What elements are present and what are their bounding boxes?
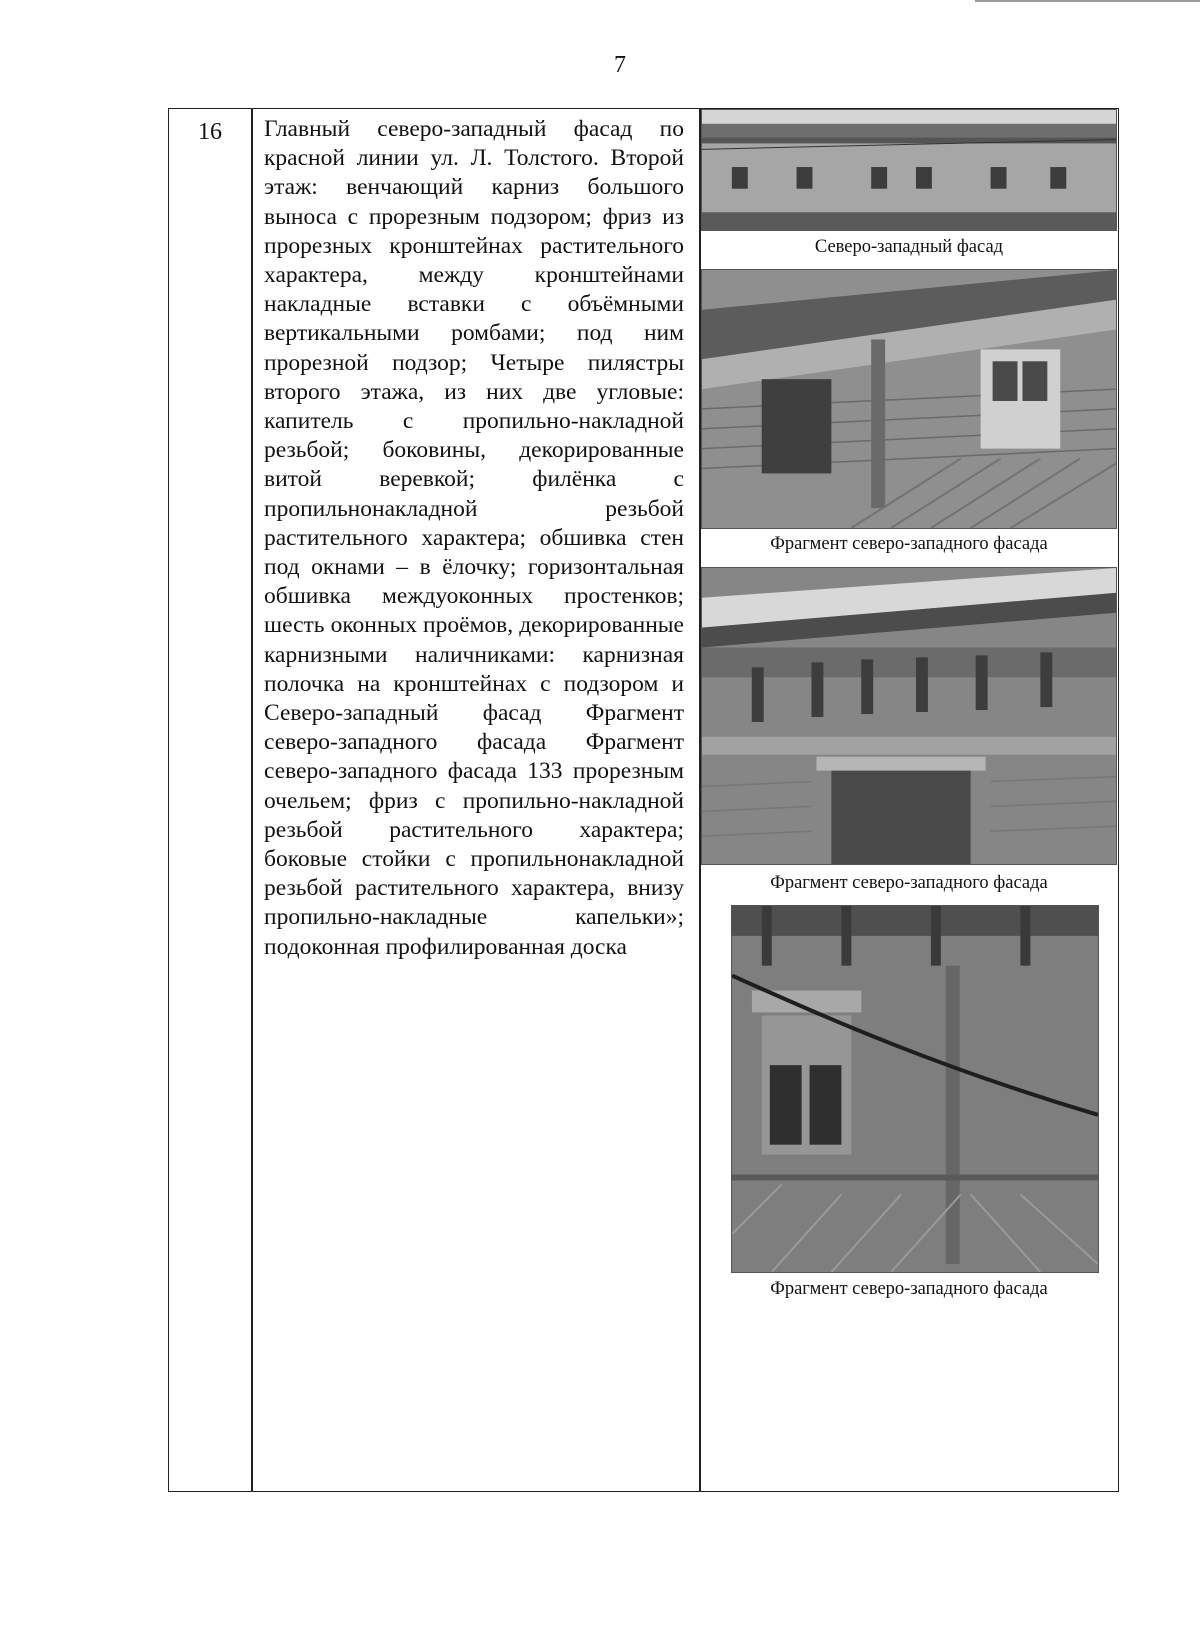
photo-caption: Фрагмент северо-западного фасада	[770, 534, 1048, 554]
page-number: 7	[614, 52, 626, 78]
photo-caption: Фрагмент северо-западного фасада	[770, 1279, 1048, 1299]
facade-fragment-photo	[701, 269, 1117, 529]
row-number: 16	[198, 119, 222, 145]
photo-caption: Фрагмент северо-западного фасада	[770, 873, 1048, 893]
column-divider	[251, 109, 253, 1491]
facade-fragment-photo	[701, 567, 1117, 865]
row-description: Главный северо-западный фасад по красной линии ул. Л. Толстого. Второй этаж: венчающий карниз большого выноса с прорезным подзором; фриз из прорезных кронштейнах растительного характера, между кронштейнами накладные вставки с объёмными вертикальными ромбами; под ним прорезной подзор; Четыре пилястры второго этажа, из них две угловые: капитель с пропильно-накладной резьбой; боковины, декорированные витой веревкой; филёнка с пропильнонакладной резьбой растительного характера; обшивка стен под окнами – в ёлочку; горизонтальная обшивка междуоконных простенков; шесть оконных проёмов, декорированные карнизными наличниками: карнизная полочка на кронштейнах с подзором и Северо-западный фасад Фрагмент северо-западного фасада Фрагмент северо-западного фасада 133 прорезным очельем; фриз с пропильно-накладной резьбой растительного характера; боковые стойки с пропильнонакладной резьбой растительного характера, внизу пропильно-накладные капельки»; подоконная профилированная доска	[264, 116, 684, 960]
facade-photo	[701, 109, 1117, 231]
photo-caption: Северо-западный фасад	[814, 237, 1004, 257]
scan-edge-line	[975, 0, 1200, 2]
monument-table	[168, 108, 1119, 1492]
facade-fragment-photo	[731, 905, 1099, 1273]
